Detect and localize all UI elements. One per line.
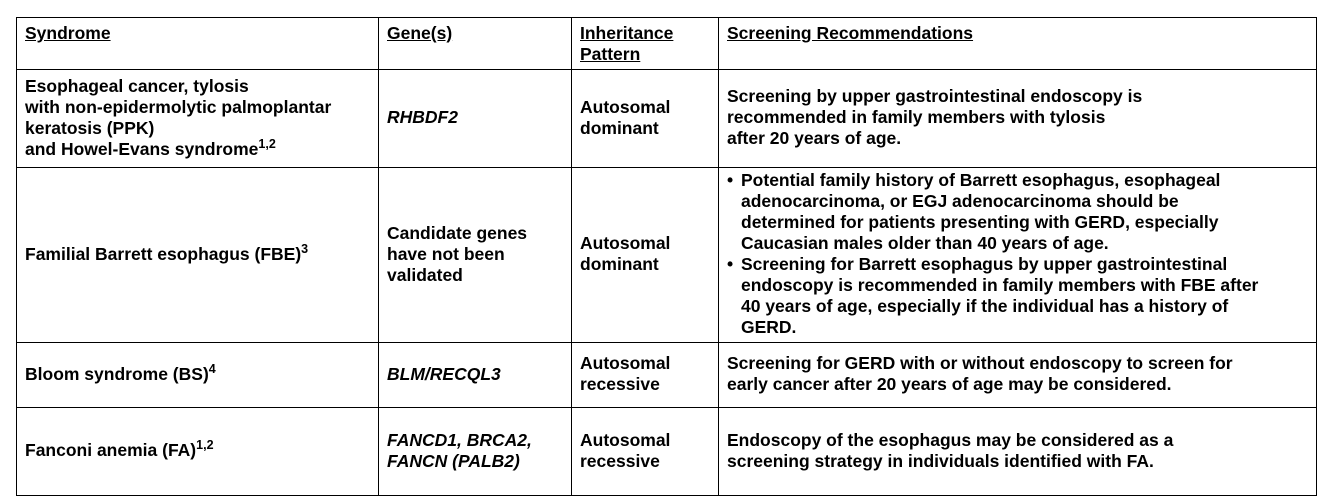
table-row xyxy=(17,70,1317,168)
inheritance-line: Autosomal xyxy=(580,353,671,373)
inheritance-line: Autosomal xyxy=(580,96,671,117)
gene-name: BLM/RECQL3 xyxy=(387,363,501,384)
inheritance-line: Autosomal xyxy=(580,429,671,450)
inheritance-line: dominant xyxy=(580,117,659,138)
genes-line: validated xyxy=(387,264,463,285)
syndrome-cell xyxy=(17,408,379,496)
inheritance-cell xyxy=(572,408,719,496)
screening-line: after 20 years of age. xyxy=(727,128,902,148)
syndrome-name: Bloom syndrome (BS) xyxy=(25,363,209,384)
screening-line: recommended in family members with tylosis xyxy=(727,107,1106,127)
gene-name: FANCD1, BRCA2, xyxy=(387,429,532,450)
screening-cell xyxy=(719,168,1317,343)
bullet-line: GERD. xyxy=(741,317,797,337)
genes-cell xyxy=(379,168,572,343)
inheritance-cell xyxy=(572,343,719,408)
table-row xyxy=(17,408,1317,496)
reference-superscript: 1,2 xyxy=(258,136,276,151)
syndrome-cell xyxy=(17,168,379,343)
inheritance-cell xyxy=(572,70,719,168)
inheritance-line: Autosomal xyxy=(580,233,671,253)
header-inheritance-label-1: Inheritance xyxy=(580,23,674,43)
header-genes xyxy=(379,18,572,70)
bullet-line: • Potential family history of Barrett esophagus, esophageal xyxy=(741,170,1221,190)
table-row xyxy=(17,168,1317,343)
header-syndrome xyxy=(17,18,379,70)
inheritance-cell xyxy=(572,168,719,343)
syndrome-line-last xyxy=(25,136,370,160)
genes-cell xyxy=(379,70,572,168)
header-inheritance-label-2: Pattern xyxy=(580,44,641,64)
screening-line: Screening by upper gastrointestinal endoscopy is xyxy=(727,86,1143,106)
bullet-line: 40 years of age, especially if the individual has a history of xyxy=(741,296,1229,316)
reference-superscript: 4 xyxy=(208,361,216,376)
inheritance-line: recessive xyxy=(580,374,660,394)
screening-cell xyxy=(719,408,1317,496)
screening-bullet xyxy=(727,254,1308,338)
gene-name: RHBDF2 xyxy=(387,107,458,127)
syndrome-name: Fanconi anemia (FA) xyxy=(25,440,197,460)
bullet-line: determined for patients presenting with GERD, especially xyxy=(741,212,1219,232)
header-genes-label: Gene(s) xyxy=(387,23,453,43)
header-syndrome-label: Syndrome xyxy=(25,23,111,43)
screening-line: screening strategy in individuals identified with FA. xyxy=(727,450,1154,471)
syndrome-line: with non-epidermolytic palmoplantar xyxy=(25,96,332,117)
screening-line: Screening for GERD with or without endoscopy to screen for xyxy=(727,353,1233,373)
reference-superscript: 1,2 xyxy=(196,438,214,453)
screening-bullet-list xyxy=(727,170,1308,338)
syndrome-line-text: and Howel-Evans syndrome xyxy=(25,138,259,159)
syndrome-line: Esophageal cancer, tylosis xyxy=(25,75,249,96)
inheritance-line: dominant xyxy=(580,254,659,274)
gene-name: FANCN (PALB2) xyxy=(387,450,520,471)
screening-bullet xyxy=(727,170,1308,254)
screening-line: early cancer after 20 years of age may be considered. xyxy=(727,374,1172,394)
header-row xyxy=(17,18,1317,70)
genes-line: have not been xyxy=(387,243,505,264)
bullet-line: endoscopy is recommended in family members with FBE after xyxy=(741,275,1259,295)
genes-cell xyxy=(379,408,572,496)
syndrome-line: keratosis (PPK) xyxy=(25,117,155,138)
bullet-line: • Screening for Barrett esophagus by upper gastrointestinal xyxy=(741,254,1228,274)
table-row xyxy=(17,343,1317,408)
syndrome-cell xyxy=(17,343,379,408)
bullet-line: Caucasian males older than 40 years of age. xyxy=(741,233,1109,253)
inheritance-line: recessive xyxy=(580,450,660,471)
syndrome-name: Familial Barrett esophagus (FBE) xyxy=(25,243,302,264)
header-screening-label: Screening Recommendations xyxy=(727,23,974,43)
genes-cell xyxy=(379,343,572,408)
syndrome-screening-table xyxy=(16,17,1317,496)
syndrome-cell xyxy=(17,70,379,168)
screening-line: Endoscopy of the esophagus may be considered as a xyxy=(727,429,1174,450)
screening-cell xyxy=(719,343,1317,408)
header-inheritance xyxy=(572,18,719,70)
bullet-line: adenocarcinoma, or EGJ adenocarcinoma should be xyxy=(741,191,1179,211)
header-screening xyxy=(719,18,1317,70)
screening-cell xyxy=(719,70,1317,168)
genes-line: Candidate genes xyxy=(387,222,528,243)
reference-superscript: 3 xyxy=(301,241,309,256)
